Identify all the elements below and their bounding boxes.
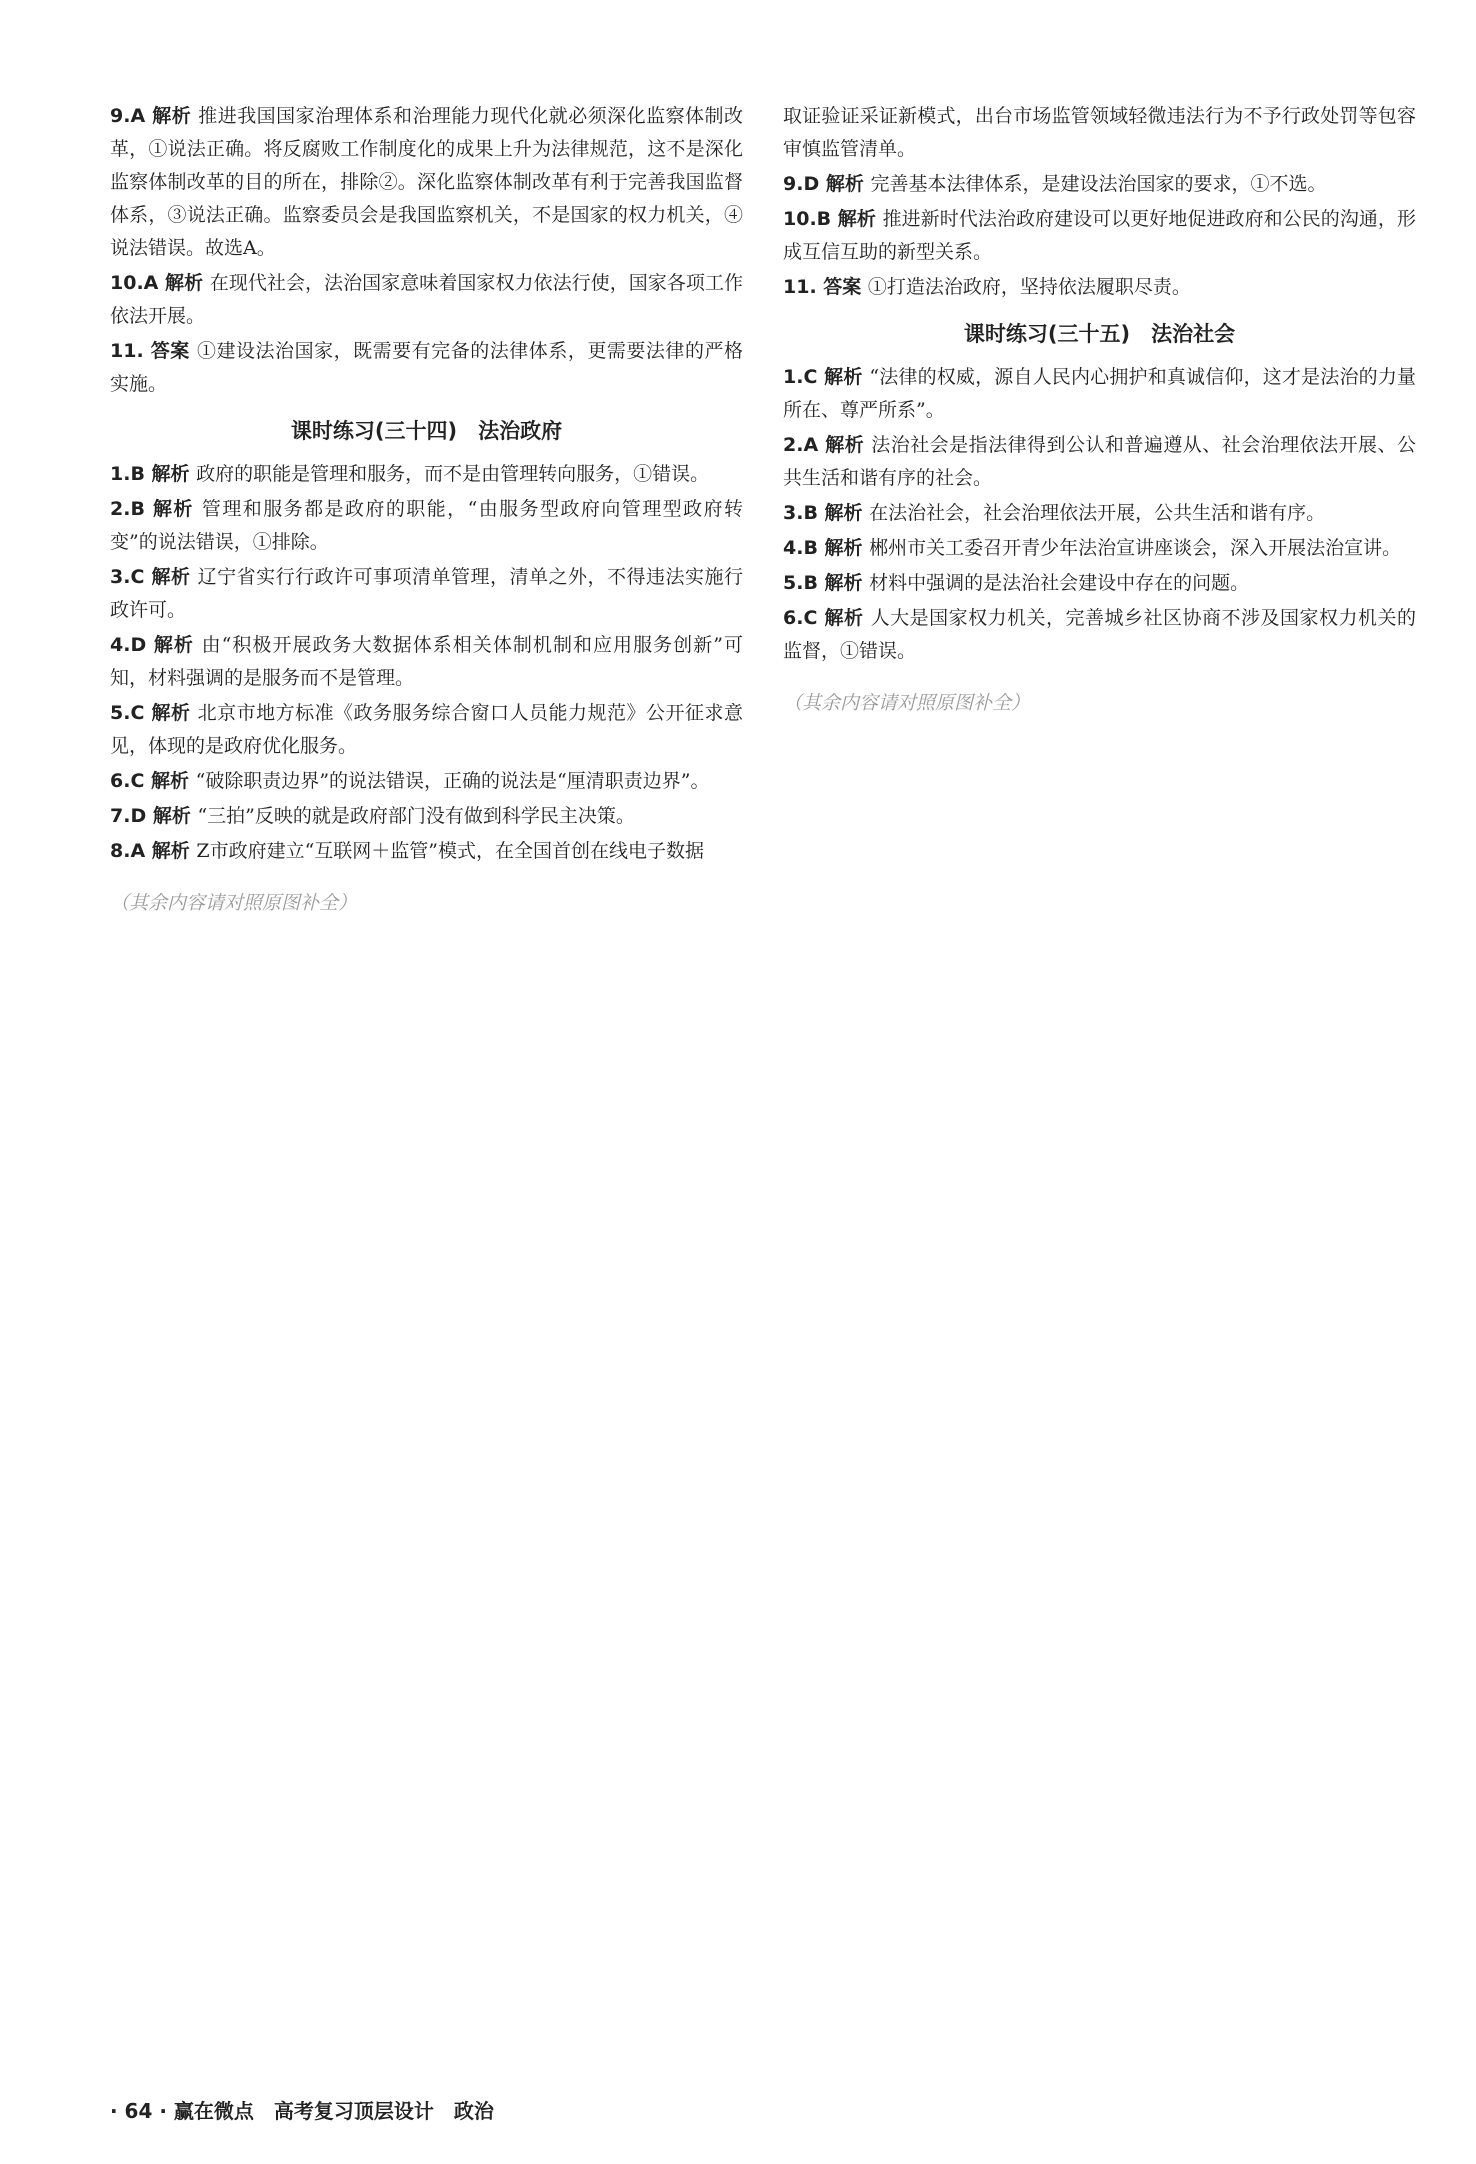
answer-item — [110, 100, 743, 265]
item-label: 7.D 解析 — [110, 805, 198, 827]
item-label: 9.A 解析 — [110, 105, 199, 127]
item-label: 11. 答案 — [110, 340, 197, 362]
item-text: 人大是国家权力机关，完善城乡社区协商不涉及国家权力机关的监督，①错误。 — [783, 607, 1416, 662]
item-label: 3.B 解析 — [783, 502, 870, 524]
left-column — [110, 100, 743, 2060]
item-label: 5.C 解析 — [110, 702, 198, 724]
page-footer: · 64 · 赢在微点 高考复习顶层设计 政治 — [110, 2099, 494, 2123]
item-label: 4.D 解析 — [110, 634, 202, 656]
section-title: 课时练习(三十五) 法治社会 — [963, 322, 1236, 346]
item-text: ①打造法治政府，坚持依法履职尽责。 — [867, 276, 1191, 298]
answer-item — [110, 835, 743, 868]
answer-item — [110, 629, 743, 695]
item-text: “三拍”反映的就是政府部门没有做到科学民主决策。 — [197, 805, 635, 827]
item-text: 辽宁省实行行政许可事项清单管理，清单之外，不得违法实施行政许可。 — [110, 566, 743, 621]
answer-item — [783, 602, 1416, 668]
answer-item — [783, 168, 1416, 201]
item-label: 4.B 解析 — [783, 537, 870, 559]
columns — [110, 100, 1416, 2060]
item-label: 1.B 解析 — [110, 463, 197, 485]
answer-item — [110, 800, 743, 833]
item-text: 法治社会是指法律得到公认和普遍遵从、社会治理依法开展、公共生活和谐有序的社会。 — [783, 434, 1416, 489]
answer-item — [783, 203, 1416, 269]
item-label: 6.C 解析 — [110, 770, 196, 792]
item-label: 2.A 解析 — [783, 434, 872, 456]
answer-item — [110, 561, 743, 627]
answer-item — [110, 765, 743, 798]
section-title: 课时练习(三十四) 法治政府 — [290, 419, 563, 443]
item-text: 材料中强调的是法治社会建设中存在的问题。 — [869, 572, 1250, 594]
item-label: 11. 答案 — [783, 276, 868, 298]
item-text: 管理和服务都是政府的职能，“由服务型政府向管理型政府转变”的说法错误，①排除。 — [110, 498, 743, 553]
answer-item — [110, 697, 743, 763]
item-label: 10.A 解析 — [110, 272, 210, 294]
answer-item — [783, 429, 1416, 495]
item-label: 1.C 解析 — [783, 366, 870, 388]
item-text: 在法治社会，社会治理依法开展，公共生活和谐有序。 — [869, 502, 1326, 524]
right-column — [783, 100, 1416, 2060]
answer-item — [783, 361, 1416, 427]
answer-item — [110, 267, 743, 333]
answer-item — [110, 458, 743, 491]
answer-item — [110, 335, 743, 401]
answer-item — [110, 493, 743, 559]
item-label: 5.B 解析 — [783, 572, 870, 594]
item-label: 3.C 解析 — [110, 566, 198, 588]
placeholder-note: （其余内容请对照原图补全） — [110, 892, 358, 914]
item-text: “破除职责边界”的说法错误，正确的说法是“厘清职责边界”。 — [195, 770, 710, 792]
answer-item — [783, 532, 1416, 565]
item-text: 取证验证采证新模式，出台市场监管领域轻微违法行为不予行政处罚等包容审慎监管清单。 — [783, 105, 1416, 160]
item-text: 由“积极开展政务大数据体系相关体制机制和应用服务创新”可知，材料强调的是服务而不是管理。 — [110, 634, 743, 689]
item-text: 在现代社会，法治国家意味着国家权力依法行使，国家各项工作依法开展。 — [110, 272, 743, 327]
placeholder-note: （其余内容请对照原图补全） — [783, 692, 1031, 714]
item-label: 2.B 解析 — [110, 498, 202, 520]
item-label: 10.B 解析 — [783, 208, 883, 230]
item-text: ①建设法治国家，既需要有完备的法律体系，更需要法律的严格实施。 — [110, 340, 743, 395]
item-label: 6.C 解析 — [783, 607, 871, 629]
item-label: 9.D 解析 — [783, 173, 871, 195]
item-label: 8.A 解析 — [110, 840, 197, 862]
answer-item — [783, 567, 1416, 600]
answer-item — [783, 100, 1416, 166]
item-text: 完善基本法律体系，是建设法治国家的要求，①不选。 — [870, 173, 1327, 195]
item-text: 北京市地方标准《政务服务综合窗口人员能力规范》公开征求意见，体现的是政府优化服务。 — [110, 702, 743, 757]
answer-item — [783, 497, 1416, 530]
item-text: 推进新时代法治政府建设可以更好地促进政府和公民的沟通，形成互信互助的新型关系。 — [783, 208, 1416, 263]
answer-item — [783, 271, 1416, 304]
item-text: 政府的职能是管理和服务，而不是由管理转向服务，①错误。 — [196, 463, 710, 485]
item-text: “法律的权威，源自人民内心拥护和真诚信仰，这才是法治的力量所在、尊严所系”。 — [783, 366, 1416, 421]
item-text: 推进我国国家治理体系和治理能力现代化就必须深化监察体制改革，①说法正确。将反腐败工作制度化的成果上升为法律规范，这不是深化监察体制改革的目的所在，排除②。深化监察体制改革有利于完善我国监督体系，③说法正确。监察委员会是我国监察机关，不是国家的权力机关，④说法错误。故选A。 — [110, 105, 743, 259]
item-text: Z市政府建立“互联网＋监管”模式，在全国首创在线电子数据 — [196, 840, 705, 862]
item-text: 郴州市关工委召开青少年法治宣讲座谈会，深入开展法治宣讲。 — [869, 537, 1402, 559]
